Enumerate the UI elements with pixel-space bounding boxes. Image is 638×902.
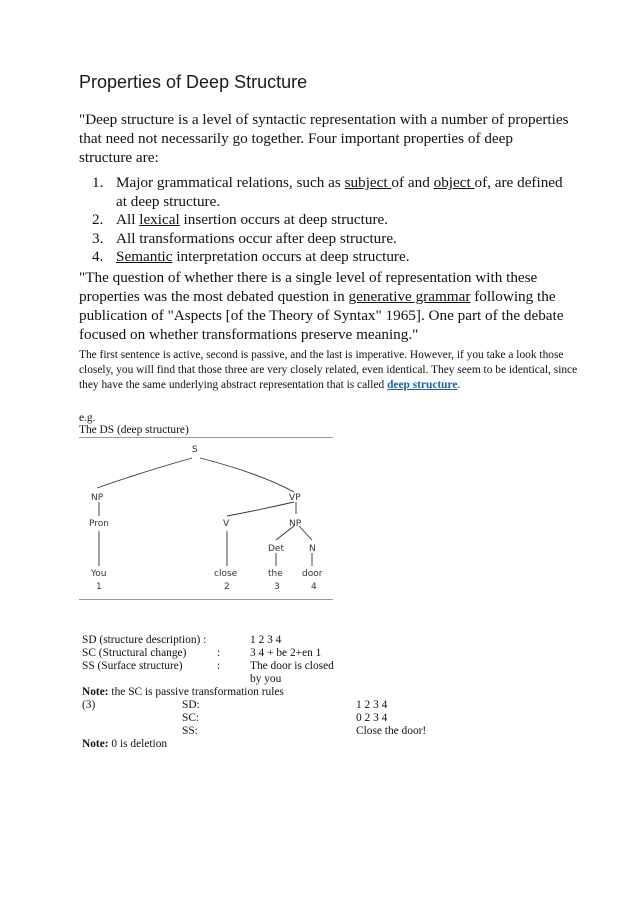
object-link[interactable]: object bbox=[433, 174, 475, 191]
sd2-label: SD: bbox=[182, 699, 200, 711]
sc-colon: : bbox=[217, 647, 221, 659]
index-2: 2 bbox=[224, 582, 230, 592]
sd2-value: 1 2 3 4 bbox=[356, 699, 388, 711]
node-np-object: NP bbox=[289, 519, 302, 529]
ss2-label: SS: bbox=[182, 725, 198, 737]
sc-label: SC (Structural change) bbox=[82, 647, 187, 659]
sc2-value: 0 2 3 4 bbox=[356, 712, 388, 724]
leaf-you: You bbox=[91, 569, 107, 579]
node-pron: Pron bbox=[89, 519, 109, 529]
divider-bottom bbox=[79, 599, 333, 600]
ss2-value: Close the door! bbox=[356, 725, 427, 737]
ss-value-line2: by you bbox=[250, 673, 282, 685]
ss-label: SS (Surface structure) bbox=[82, 660, 183, 672]
note-deletion: Note: 0 is deletion bbox=[82, 738, 168, 750]
note-passive: Note: the SC is passive transformation rules bbox=[82, 686, 284, 698]
sd-label: SD (structure description) : bbox=[82, 634, 207, 646]
lexical-link[interactable]: lexical bbox=[139, 211, 180, 228]
page-title: Properties of Deep Structure bbox=[79, 72, 308, 92]
list-item: 1. Major grammatical relations, such as subject of and object of, are defined at deep structure. bbox=[92, 174, 563, 210]
sd-value: 1 2 3 4 bbox=[250, 634, 282, 646]
branch-vp-v bbox=[227, 502, 294, 516]
node-det: Det bbox=[268, 544, 284, 554]
list-item: 3. All transformations occur after deep structure. bbox=[92, 229, 397, 247]
quote-intro: "Deep structure is a level of syntactic representation with a number of properties that need not necessarily go together. Four important properties of deep structure are: bbox=[79, 111, 569, 166]
explanation-paragraph: The first sentence is active, second is passive, and the last is imperative. However, if you take a look those closely, you will find that those three are very closely related, even identical. They seem to be identical, since they have the same underlying abstract representation that is called deep structure. bbox=[79, 349, 578, 391]
node-n: N bbox=[309, 544, 316, 554]
node-v: V bbox=[223, 519, 230, 529]
list-item: 2. All lexical insertion occurs at deep structure. bbox=[92, 211, 389, 228]
subject-link[interactable]: subject bbox=[344, 174, 392, 191]
sc2-label: SC: bbox=[182, 712, 200, 724]
sc-value: 3 4 + be 2+en 1 bbox=[250, 647, 322, 659]
deep-structure-link[interactable]: deep structure bbox=[387, 379, 458, 391]
node-s: S bbox=[192, 445, 198, 455]
example-label: e.g. bbox=[79, 412, 96, 424]
deep-structure-tree bbox=[79, 438, 333, 598]
node-np: NP bbox=[91, 493, 104, 503]
properties-list bbox=[92, 174, 572, 267]
example-number: (3) bbox=[82, 699, 96, 711]
quote-debate: "The question of whether there is a single level of representation with these properties was the most debated question in generative grammar following the publication of "Aspects [of the Theory of Syntax" 1965]. One part of the debate focused on whether transformations preserve meaning." bbox=[79, 269, 564, 343]
semantic-link[interactable]: Semantic bbox=[116, 248, 173, 265]
branch-s-np bbox=[97, 458, 192, 488]
ss-value-line1: The door is closed bbox=[250, 660, 334, 672]
index-3: 3 bbox=[274, 582, 280, 592]
node-vp: VP bbox=[289, 493, 301, 503]
ss-colon: : bbox=[217, 660, 221, 672]
leaf-door: door bbox=[302, 569, 323, 579]
branch-s-vp bbox=[200, 458, 294, 492]
leaf-the: the bbox=[268, 569, 283, 579]
generative-grammar-link[interactable]: generative grammar bbox=[348, 288, 471, 305]
ds-caption: The DS (deep structure) bbox=[79, 424, 189, 436]
list-item: 4. Semantic interpretation occurs at deep structure. bbox=[92, 248, 410, 265]
index-1: 1 bbox=[96, 582, 102, 592]
leaf-close: close bbox=[214, 569, 238, 579]
index-4: 4 bbox=[311, 582, 317, 592]
